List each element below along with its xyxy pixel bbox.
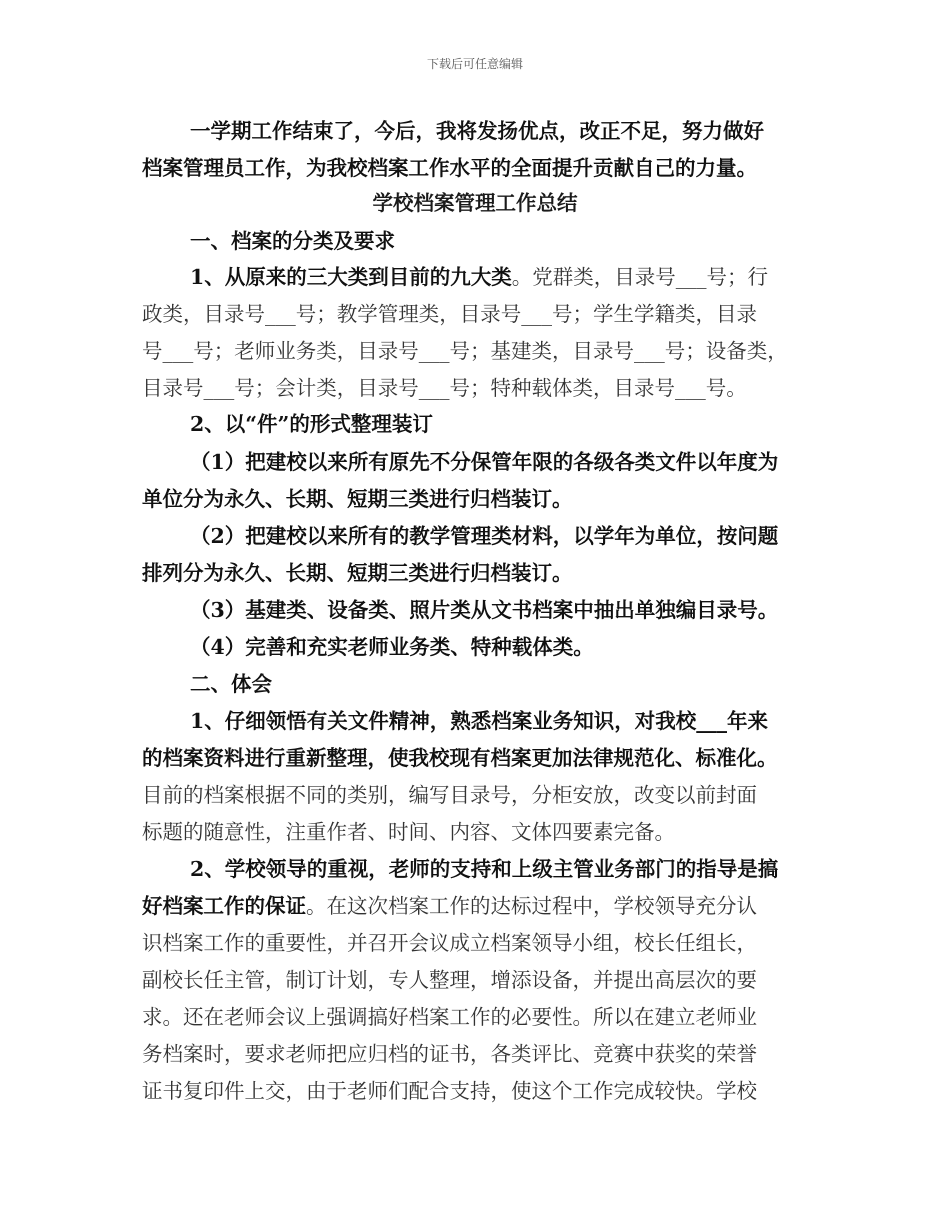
s2-item2-line-4: 副校长任主管，制订计划，专人整理，增添设备，并提出高层次的要 — [142, 968, 757, 992]
page-header: 下载后可任意编辑 — [426, 57, 523, 71]
s2-item2-line-5: 求。还在老师会议上强调搞好档案工作的必要性。所以在建立老师业 — [142, 1005, 757, 1029]
s2-item1-line-3: 目前的档案根据不同的类别，编写目录号，分柜安放，改变以前封面 — [142, 783, 757, 807]
s1-item1-line-2: 政类，目录号___号；教学管理类，目录号___号；学生学籍类，目录 — [142, 302, 757, 326]
s2-item2-line-6: 务档案时，要求老师把应归档的证书，各类评比、竞赛中获奖的荣誉 — [142, 1042, 757, 1066]
s2-item1-line-2: 的档案资料进行重新整理，使我校现有档案更加法律规范化、标准化。 — [142, 746, 778, 770]
s1-item1-line-1 — [190, 264, 768, 290]
s1-item2-p2-line-2: 排列分为永久、长期、短期三类进行归档装订。 — [142, 561, 573, 585]
document-title: 学校档案管理工作总结 — [372, 191, 578, 215]
s1-item1-bold-lead: 1、从原来的三大类到目前的九大类 — [190, 265, 512, 289]
s1-item1-line-3: 号___号；老师业务类，目录号___号；基建类，目录号___号；设备类， — [142, 339, 788, 363]
s1-item2-p2-line-1: （2）把建校以来所有的教学管理类材料，以学年为单位，按问题 — [190, 524, 779, 548]
s2-item2-bold-lead: 好档案工作的保证 — [142, 894, 306, 918]
intro-line-1: 一学期工作结束了，今后，我将发扬优点，改正不足，努力做好 — [190, 119, 764, 143]
s1-item2-p1-line-2: 单位分为永久、长期、短期三类进行归档装订。 — [142, 487, 573, 511]
s2-item2-line-2 — [142, 893, 757, 919]
s2-item2-rest: 。在这次档案工作的达标过程中，学校领导充分认 — [306, 894, 757, 918]
s1-item2-p3: （3）基建类、设备类、照片类从文书档案中抽出单独编目录号。 — [190, 598, 779, 622]
s1-item2-heading: 2、以“件”的形式整理装订 — [190, 412, 433, 436]
s2-item1-line-4: 标题的随意性，注重作者、时间、内容、文体四要素完备。 — [142, 820, 675, 844]
s2-item2-line-7: 证书复印件上交，由于老师们配合支持，使这个工作完成较快。学校 — [142, 1079, 757, 1103]
s1-item2-p1-line-1: （1）把建校以来所有原先不分保管年限的各级各类文件以年度为 — [190, 450, 779, 474]
section-1-heading: 一、档案的分类及要求 — [190, 229, 395, 253]
section-2-heading: 二、体会 — [190, 672, 272, 696]
intro-line-2: 档案管理员工作，为我校档案工作水平的全面提升贡献自己的力量。 — [142, 156, 757, 180]
s2-item2-line-3: 识档案工作的重要性，并召开会议成立档案领导小组，校长任组长， — [142, 931, 757, 955]
s1-item1-rest: 。党群类，目录号___号；行 — [511, 265, 769, 289]
s2-item2-line-1: 2、学校领导的重视，老师的支持和上级主管业务部门的指导是搞 — [190, 857, 779, 881]
s1-item2-p4: （4）完善和充实老师业务类、特种载体类。 — [190, 635, 594, 659]
s1-item1-line-4: 目录号___号；会计类，目录号___号；特种载体类，目录号___号。 — [142, 376, 747, 400]
s2-item1-line-1: 1、仔细领悟有关文件精神，熟悉档案业务知识，对我校___年来 — [190, 709, 769, 733]
